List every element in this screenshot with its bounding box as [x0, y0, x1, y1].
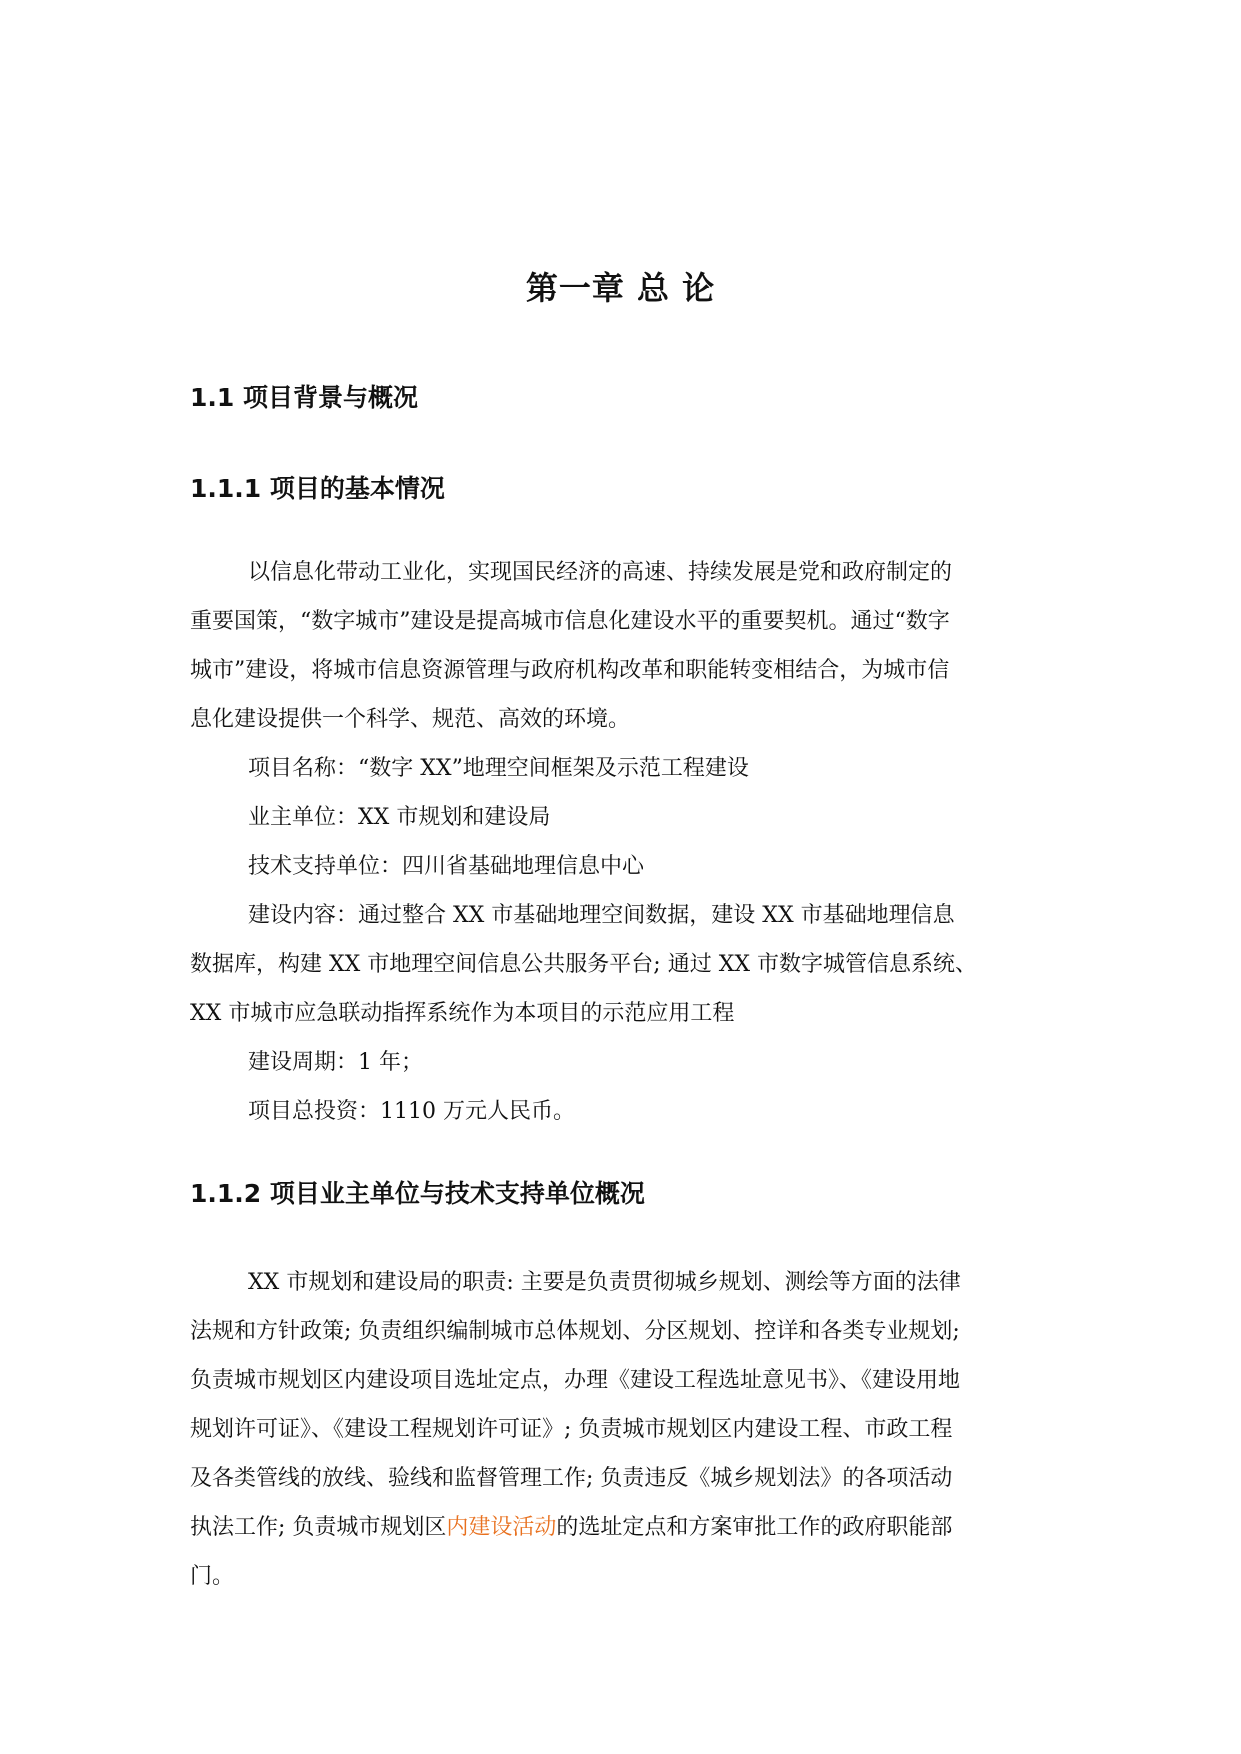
paragraph-line: 息化建设提供一个科学、规范、高效的环境。: [190, 707, 631, 732]
highlighted-text: 内建设活动: [446, 1515, 557, 1540]
paragraph-line: 法规和方针政策; 负责组织编制城市总体规划、分区规划、控详和各类专业规划;: [190, 1319, 960, 1344]
chapter-title: 第一章 总 论: [525, 269, 716, 307]
construction-content-line: XX 市城市应急联动指挥系统作为本项目的示范应用工程: [190, 1001, 735, 1026]
basic-info-block: [190, 548, 1056, 1136]
paragraph-text: 执法工作; 负责城市规划区: [190, 1515, 447, 1540]
total-investment-line: 项目总投资：1110 万元人民币。: [248, 1099, 575, 1124]
construction-period-line: 建设周期：1 年；: [248, 1050, 423, 1075]
paragraph-line: XX 市规划和建设局的职责: 主要是负责贯彻城乡规划、测绘等方面的法律: [248, 1270, 961, 1295]
owner-duties-block: [190, 1258, 1056, 1601]
paragraph-line: 负责城市规划区内建设项目选址定点，办理《建设工程选址意见书》、《建设用地: [190, 1368, 961, 1393]
paragraph-line: 以信息化带动工业化，实现国民经济的高速、持续发展是党和政府制定的: [248, 560, 953, 585]
paragraph-line: 及各类管线的放线、验线和监督管理工作; 负责违反《城乡规划法》的各项活动: [190, 1466, 953, 1491]
tech-support-line: 技术支持单位：四川省基础地理信息中心: [248, 854, 645, 879]
construction-content-line: 数据库，构建 XX 市地理空间信息公共服务平台; 通过 XX 市数字城管信息系统、: [190, 952, 978, 977]
section-heading-1-1-2: 1.1.2 项目业主单位与技术支持单位概况: [190, 1179, 645, 1208]
paragraph-line: 重要国策，“数字城市”建设是提高城市信息化建设水平的重要契机。通过“数字: [190, 609, 950, 634]
construction-content-line: 建设内容：通过整合 XX 市基础地理空间数据，建设 XX 市基础地理信息: [248, 903, 955, 928]
section-heading-1-1-1: 1.1.1 项目的基本情况: [190, 474, 445, 503]
paragraph-text: 的选址定点和方案审批工作的政府职能部: [556, 1515, 953, 1540]
paragraph-line: [190, 1503, 1056, 1552]
paragraph-line: 城市”建设，将城市信息资源管理与政府机构改革和职能转变相结合，为城市信: [190, 658, 950, 683]
section-heading-1-1: 1.1 项目背景与概况: [190, 383, 418, 412]
paragraph-line: 规划许可证》、《建设工程规划许可证》; 负责城市规划区内建设工程、市政工程: [190, 1417, 953, 1442]
paragraph-line: 门。: [190, 1564, 235, 1589]
project-name-line: 项目名称：“数字 XX”地理空间框架及示范工程建设: [248, 756, 749, 781]
owner-unit-line: 业主单位：XX 市规划和建设局: [248, 805, 551, 830]
